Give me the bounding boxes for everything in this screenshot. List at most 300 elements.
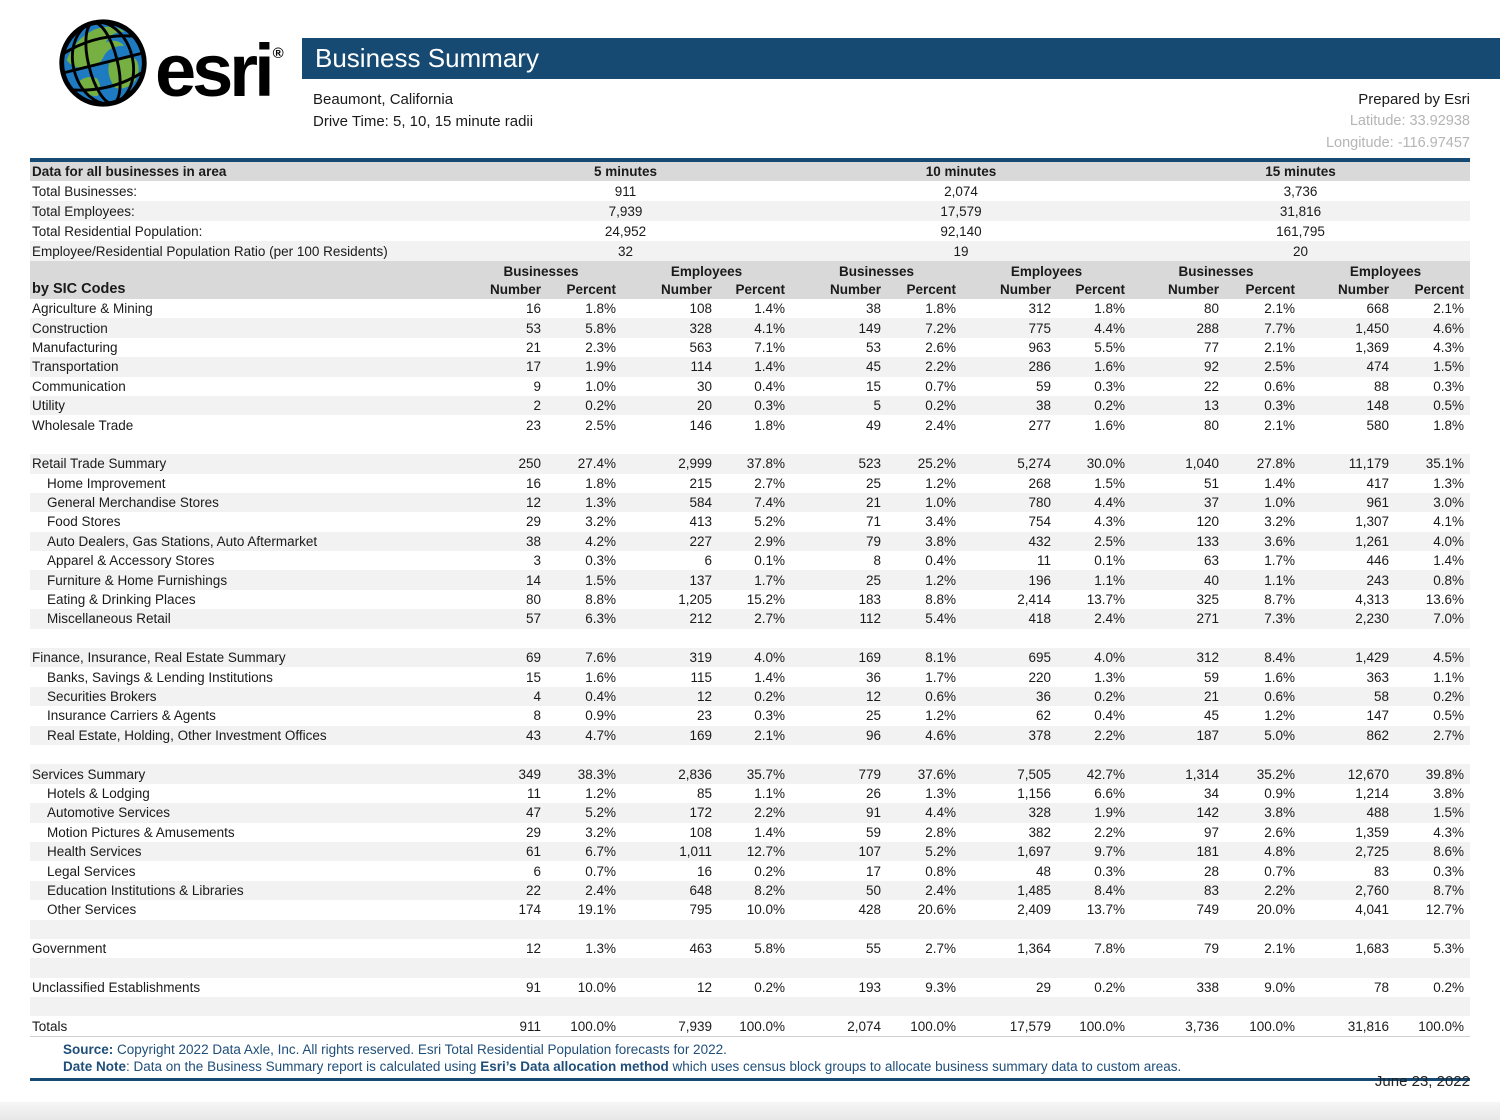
sic-cell: 174	[518, 902, 541, 918]
sic-cell: 51	[1203, 475, 1219, 491]
summary-row-label: Total Businesses:	[32, 183, 138, 199]
footer-rule	[30, 1078, 1470, 1081]
sic-cell: 0.4%	[925, 553, 956, 569]
summary-value: 19	[953, 243, 969, 259]
sic-cell: 22	[1203, 378, 1219, 394]
sic-cell: 277	[1028, 417, 1051, 433]
sic-cell: 0.3%	[754, 398, 785, 414]
sic-cell: 754	[1028, 514, 1051, 530]
sic-cell: 0.7%	[585, 863, 616, 879]
sic-cell: 212	[689, 611, 712, 627]
sic-sub-header-percent: Percent	[1245, 281, 1295, 297]
sic-cell: 4.0%	[1433, 533, 1464, 549]
sic-row	[30, 551, 1470, 570]
sic-cell: 28	[1203, 863, 1219, 879]
sic-cell: 325	[1196, 592, 1219, 608]
sic-cell: 1,364	[1017, 941, 1051, 957]
sic-row	[30, 357, 1470, 376]
sic-cell: 61	[525, 844, 541, 860]
sic-cell: 779	[858, 766, 881, 782]
sic-cell: 38	[865, 301, 881, 317]
sic-cell: 0.3%	[754, 708, 785, 724]
sic-cell: 15	[865, 378, 881, 394]
sic-cell: 2.4%	[585, 882, 616, 898]
sic-row-label: Utility	[32, 398, 65, 414]
sic-cell: 25	[865, 708, 881, 724]
sic-cell: 319	[689, 650, 712, 666]
sic-cell: 36	[1035, 689, 1051, 704]
sic-cell: 100.0%	[1418, 1018, 1464, 1034]
summary-value: 17,579	[940, 203, 982, 219]
sic-cell: 53	[525, 320, 541, 336]
sic-cell: 108	[689, 301, 712, 317]
sic-cell: 0.1%	[1094, 553, 1125, 569]
sic-cell: 0.4%	[1094, 708, 1125, 724]
sic-cell: 13.7%	[1086, 592, 1125, 608]
sic-cell: 0.3%	[1433, 378, 1464, 394]
sic-row	[30, 377, 1470, 396]
sic-cell: 169	[689, 727, 712, 743]
sic-cell: 1.1%	[754, 785, 785, 801]
sic-cell: 1.5%	[585, 572, 616, 588]
sic-cell: 149	[858, 320, 881, 336]
sic-cell: 53	[865, 339, 881, 355]
sic-cell: 100.0%	[910, 1018, 956, 1034]
sic-cell: 250	[518, 456, 541, 472]
sic-cell: 27.4%	[577, 456, 616, 472]
sic-cell: 563	[689, 339, 712, 355]
sic-cell: 2.2%	[925, 359, 956, 375]
summary-rows	[30, 181, 1470, 261]
source-note	[63, 1042, 1470, 1057]
summary-row-label: Total Residential Population:	[32, 223, 203, 239]
sic-cell: 0.2%	[585, 398, 616, 414]
report-tables	[30, 158, 1470, 1081]
sic-cell: 9.3%	[925, 979, 956, 995]
sic-cell: 37.8%	[746, 456, 785, 472]
sic-cell: 4.4%	[925, 805, 956, 821]
sic-cell: 1.2%	[925, 572, 956, 588]
sic-cell: 0.2%	[1433, 979, 1464, 995]
sic-cell: 20	[696, 398, 712, 414]
sic-cell: 26	[865, 785, 881, 801]
sic-cell: 187	[1196, 727, 1219, 743]
sic-cell: 59	[1035, 378, 1051, 394]
sic-spacer-row	[30, 920, 1470, 939]
date-note-bold: Esri’s Data allocation method	[480, 1058, 669, 1074]
sic-cell: 6.6%	[1094, 785, 1125, 801]
summary-row	[30, 181, 1470, 201]
summary-col-15min: 15 minutes	[1265, 164, 1336, 179]
sic-cell: 0.3%	[1433, 863, 1464, 879]
sic-cell: 2.5%	[1094, 533, 1125, 549]
sic-cell: 4	[533, 689, 541, 704]
sic-cell: 413	[689, 514, 712, 530]
esri-logo-text: esri ®	[155, 29, 284, 112]
sic-cell: 0.2%	[1094, 689, 1125, 704]
sic-cell: 2.4%	[925, 417, 956, 433]
sic-cell: 0.9%	[585, 708, 616, 724]
sic-cell: 463	[689, 941, 712, 957]
sic-row-label: Furniture & Home Furnishings	[47, 572, 228, 588]
sic-cell: 328	[689, 320, 712, 336]
sic-cell: 7.4%	[754, 495, 785, 511]
sic-cell: 8.4%	[1264, 650, 1295, 666]
sic-cell: 22	[525, 882, 541, 898]
sic-cell: 45	[865, 359, 881, 375]
sic-cell: 38.3%	[577, 766, 616, 782]
sic-cell: 1.4%	[1264, 475, 1295, 491]
sic-cell: 312	[1028, 301, 1051, 317]
sic-cell: 1.4%	[754, 301, 785, 317]
sic-cell: 668	[1366, 301, 1389, 317]
sic-row	[30, 454, 1470, 473]
sic-cell: 3.4%	[925, 514, 956, 530]
sic-cell: 1.3%	[585, 495, 616, 511]
sic-table-rows	[30, 299, 1470, 1037]
sic-cell: 2.2%	[1264, 882, 1295, 898]
sic-cell: 12	[525, 495, 541, 511]
sic-cell: 13.7%	[1086, 902, 1125, 918]
sic-cell: 1,261	[1355, 533, 1389, 549]
sic-cell: 227	[689, 533, 712, 549]
sic-cell: 83	[1373, 863, 1389, 879]
sic-cell: 795	[689, 902, 712, 918]
sic-row-label: Wholesale Trade	[32, 417, 134, 433]
sic-cell: 3.2%	[585, 514, 616, 530]
sic-sub-header-number: Number	[829, 281, 881, 297]
sic-cell: 146	[689, 417, 712, 433]
sic-cell: 4.0%	[1094, 650, 1125, 666]
sic-cell: 775	[1028, 320, 1051, 336]
sic-cell: 2,230	[1355, 611, 1389, 627]
sic-cell: 169	[858, 650, 881, 666]
sic-sub-header-percent: Percent	[1414, 281, 1464, 297]
sic-cell: 1,485	[1017, 882, 1051, 898]
sic-cell: 0.4%	[585, 689, 616, 704]
sic-cell: 1.5%	[1433, 805, 1464, 821]
sic-cell: 30.0%	[1086, 456, 1125, 472]
sic-cell: 2.1%	[1433, 301, 1464, 317]
sic-cell: 1.3%	[585, 941, 616, 957]
sic-cell: 1.5%	[1094, 475, 1125, 491]
summary-value: 24,952	[604, 223, 647, 239]
sic-cell: 8.1%	[925, 650, 956, 666]
sic-cell: 8.8%	[925, 592, 956, 608]
sic-cell: 2,760	[1355, 882, 1389, 898]
sic-cell: 69	[525, 650, 541, 666]
globe-icon	[55, 15, 151, 111]
sic-row-label: Communication	[32, 378, 126, 394]
sic-cell: 1,450	[1355, 320, 1389, 336]
sic-group-header: Businesses	[838, 264, 915, 279]
sic-cell: 6.7%	[585, 844, 616, 860]
sic-cell: 59	[1203, 669, 1219, 685]
sic-cell: 1,429	[1355, 650, 1389, 666]
sic-cell: 4.1%	[1433, 514, 1464, 530]
sic-cell: 115	[690, 669, 712, 685]
sic-cell: 9	[533, 378, 541, 394]
sic-cell: 4.2%	[585, 533, 616, 549]
sic-cell: 38	[1035, 398, 1051, 414]
sic-cell: 37	[1203, 495, 1219, 511]
sic-cell: 1,314	[1185, 766, 1219, 782]
sic-cell: 961	[1366, 495, 1389, 511]
sic-cell: 148	[1366, 398, 1389, 414]
summary-header-label: Data for all businesses in area	[32, 164, 227, 179]
sic-cell: 2.9%	[754, 533, 785, 549]
sic-cell: 5.2%	[925, 844, 956, 860]
sic-cell: 1,040	[1185, 456, 1219, 472]
sic-cell: 43	[525, 727, 541, 743]
sic-cell: 6.3%	[585, 611, 616, 627]
sic-cell: 215	[689, 475, 712, 491]
sic-cell: 91	[525, 979, 541, 995]
sic-cell: 15	[525, 669, 541, 685]
sic-cell: 183	[858, 592, 881, 608]
sic-sub-header-row	[30, 279, 1470, 299]
sic-cell: 2,725	[1355, 844, 1389, 860]
sic-cell: 417	[1366, 475, 1389, 491]
sic-cell: 1.2%	[925, 475, 956, 491]
sic-cell: 13.6%	[1425, 592, 1464, 608]
sic-row	[30, 881, 1470, 900]
sic-cell: 0.7%	[925, 378, 956, 394]
sic-cell: 2.6%	[925, 339, 956, 355]
sic-cell: 77	[1203, 339, 1219, 355]
sic-row	[30, 493, 1470, 512]
sic-cell: 0.6%	[1264, 378, 1295, 394]
sic-cell: 0.3%	[1094, 863, 1125, 879]
sic-row-label: Insurance Carriers & Agents	[47, 708, 216, 724]
sic-cell: 1.7%	[925, 669, 956, 685]
sic-row-label: Banks, Savings & Lending Institutions	[47, 669, 273, 685]
sic-row-label: Agriculture & Mining	[32, 301, 153, 317]
prepared-by-label: Prepared by Esri	[1358, 91, 1470, 108]
sic-cell: 100.0%	[739, 1018, 785, 1034]
sic-cell: 29	[525, 824, 541, 840]
sic-row	[30, 784, 1470, 803]
sic-cell: 4.4%	[1094, 495, 1125, 511]
sic-cell: 4.8%	[1264, 844, 1295, 860]
sic-cell: 4.7%	[585, 727, 616, 743]
sic-cell: 2.1%	[1264, 417, 1295, 433]
sic-row-label: Legal Services	[47, 863, 136, 879]
sic-cell: 2,836	[678, 766, 712, 782]
sic-cell: 0.9%	[1264, 785, 1295, 801]
sic-cell: 286	[1028, 359, 1051, 375]
sic-cell: 4,313	[1355, 592, 1389, 608]
sic-row	[30, 299, 1470, 318]
sic-row-label: Manufacturing	[32, 339, 118, 355]
sic-cell: 1.7%	[1264, 553, 1295, 569]
sic-cell: 378	[1028, 727, 1051, 743]
sic-cell: 92	[1203, 359, 1219, 375]
sic-cell: 2.7%	[925, 941, 956, 957]
sic-cell: 584	[689, 495, 712, 511]
sic-cell: 6	[704, 553, 712, 569]
summary-value: 92,140	[940, 223, 982, 239]
title-bar	[302, 38, 1500, 79]
sic-cell: 4.1%	[754, 320, 785, 336]
sic-cell: 34	[1203, 785, 1219, 801]
sic-cell: 83	[1203, 882, 1219, 898]
sic-sub-header-percent: Percent	[906, 281, 956, 297]
sic-cell: 12	[696, 979, 712, 995]
sic-cell: 11,179	[1348, 456, 1389, 472]
sic-cell: 21	[525, 339, 541, 355]
sic-row	[30, 706, 1470, 725]
sic-cell: 96	[865, 727, 881, 743]
sic-cell: 0.7%	[1264, 863, 1295, 879]
sic-cell: 79	[865, 533, 881, 549]
sic-cell: 25.2%	[917, 456, 956, 472]
sic-cell: 1,205	[678, 592, 712, 608]
sic-cell: 3.2%	[585, 824, 616, 840]
summary-row-label: Total Employees:	[32, 203, 135, 219]
date-note	[63, 1059, 1470, 1074]
sic-cell: 1,156	[1017, 785, 1051, 801]
sic-sub-header-percent: Percent	[566, 281, 616, 297]
sic-cell: 100.0%	[570, 1018, 616, 1034]
longitude-label: Longitude: -116.97457	[1325, 135, 1470, 151]
sic-cell: 2.2%	[1094, 824, 1125, 840]
sic-cell: 0.8%	[925, 863, 956, 879]
sic-cell: 1,683	[1355, 941, 1389, 957]
sic-cell: 428	[858, 902, 881, 918]
sic-cell: 1.0%	[925, 495, 956, 511]
sic-row	[30, 415, 1470, 434]
sic-cell: 142	[1196, 805, 1219, 821]
sic-cell: 23	[525, 417, 541, 433]
summary-value: 3,736	[1283, 183, 1318, 199]
sic-cell: 1.2%	[925, 708, 956, 724]
sic-cell: 120	[1196, 514, 1219, 530]
sic-row-label: General Merchandise Stores	[47, 495, 219, 511]
date-note-text-1: : Data on the Business Summary report is calculated using	[126, 1058, 481, 1074]
sic-cell: 1.6%	[1094, 359, 1125, 375]
sic-cell: 2.4%	[925, 882, 956, 898]
sic-row-label: Hotels & Lodging	[47, 785, 150, 801]
sic-cell: 11	[526, 785, 541, 801]
sic-cell: 88	[1373, 378, 1389, 394]
sic-cell: 1.9%	[585, 359, 616, 375]
sic-spacer-row	[30, 997, 1470, 1016]
sic-cell: 1.6%	[1094, 417, 1125, 433]
sic-cell: 1.8%	[1094, 301, 1125, 317]
sic-cell: 4.4%	[1094, 320, 1125, 336]
sic-cell: 749	[1196, 902, 1219, 918]
sic-cell: 3.0%	[1433, 495, 1464, 511]
sic-cell: 100.0%	[1079, 1018, 1125, 1034]
sic-row-label: Home Improvement	[47, 475, 166, 491]
sic-group-header-row	[30, 261, 1470, 279]
sic-row	[30, 609, 1470, 628]
sic-cell: 268	[1028, 475, 1051, 491]
sic-cell: 5.4%	[925, 611, 956, 627]
sic-row-label: Other Services	[47, 902, 137, 918]
sic-cell: 193	[858, 979, 881, 995]
sic-cell: 3.6%	[1264, 533, 1295, 549]
sic-row	[30, 978, 1470, 997]
sic-cell: 695	[1028, 650, 1051, 666]
sic-row-label: Apparel & Accessory Stores	[47, 553, 215, 569]
sic-row-label: Eating & Drinking Places	[47, 592, 196, 608]
drive-time-label: Drive Time: 5, 10, 15 minute radii	[313, 113, 534, 130]
sic-row	[30, 764, 1470, 783]
sic-group-header: Employees	[670, 264, 743, 279]
sic-cell: 133	[1196, 533, 1219, 549]
summary-value: 161,795	[1276, 223, 1325, 239]
sic-cell: 1,359	[1355, 824, 1389, 840]
sic-cell: 114	[690, 359, 712, 375]
sic-cell: 5.8%	[754, 941, 785, 957]
sic-sub-header-number: Number	[1337, 281, 1389, 297]
sic-row	[30, 842, 1470, 861]
sic-row	[30, 667, 1470, 686]
sic-cell: 80	[525, 592, 541, 608]
summary-header-row	[30, 162, 1470, 181]
sic-row-label: Miscellaneous Retail	[47, 611, 171, 627]
sic-cell: 5,274	[1017, 456, 1051, 472]
sic-cell: 13	[1203, 398, 1219, 414]
sic-cell: 5.3%	[1433, 941, 1464, 957]
sic-row-label: Retail Trade Summary	[32, 456, 167, 472]
sic-cell: 59	[865, 824, 881, 840]
sic-cell: 1.6%	[1264, 669, 1295, 685]
sic-row-label: Totals	[32, 1018, 68, 1034]
sic-cell: 0.8%	[1433, 572, 1464, 588]
sic-cell: 172	[689, 805, 712, 821]
summary-row	[30, 201, 1470, 221]
sic-cell: 196	[1028, 572, 1051, 588]
sic-cell: 0.2%	[925, 398, 956, 414]
sic-cell: 1.2%	[1264, 708, 1295, 724]
sic-row	[30, 861, 1470, 880]
sic-row-label: Motion Pictures & Amusements	[47, 824, 235, 840]
sic-cell: 2.7%	[754, 611, 785, 627]
sic-cell: 3.8%	[1264, 805, 1295, 821]
sic-row-label: Construction	[32, 320, 108, 336]
sic-cell: 181	[1196, 844, 1219, 860]
sic-cell: 42.7%	[1086, 766, 1125, 782]
sic-cell: 15.2%	[746, 592, 785, 608]
sic-cell: 7.6%	[585, 650, 616, 666]
sic-cell: 0.3%	[1094, 378, 1125, 394]
sic-row-label: Unclassified Establishments	[32, 979, 201, 995]
sic-sub-header-number: Number	[999, 281, 1051, 297]
summary-value: 20	[1292, 243, 1309, 259]
sic-cell: 7.1%	[754, 339, 785, 355]
sic-cell: 1.6%	[585, 669, 616, 685]
sic-cell: 7.7%	[1264, 320, 1295, 336]
sic-cell: 12.7%	[1425, 902, 1464, 918]
sic-cell: 10.0%	[577, 979, 616, 995]
summary-value: 2,074	[944, 183, 978, 199]
sic-cell: 523	[858, 456, 881, 472]
sic-cell: 0.6%	[925, 689, 956, 704]
sic-cell: 0.5%	[1433, 398, 1464, 414]
summary-value: 31,816	[1279, 203, 1322, 219]
sic-row-label: Finance, Insurance, Real Estate Summary	[32, 650, 286, 666]
sic-cell: 17,579	[1009, 1018, 1051, 1034]
sic-cell: 2.1%	[1264, 339, 1295, 355]
sic-cell: 271	[1196, 611, 1219, 627]
sic-cell: 97	[1203, 824, 1219, 840]
summary-row	[30, 241, 1470, 261]
sic-spacer-row	[30, 745, 1470, 764]
sic-row	[30, 590, 1470, 609]
